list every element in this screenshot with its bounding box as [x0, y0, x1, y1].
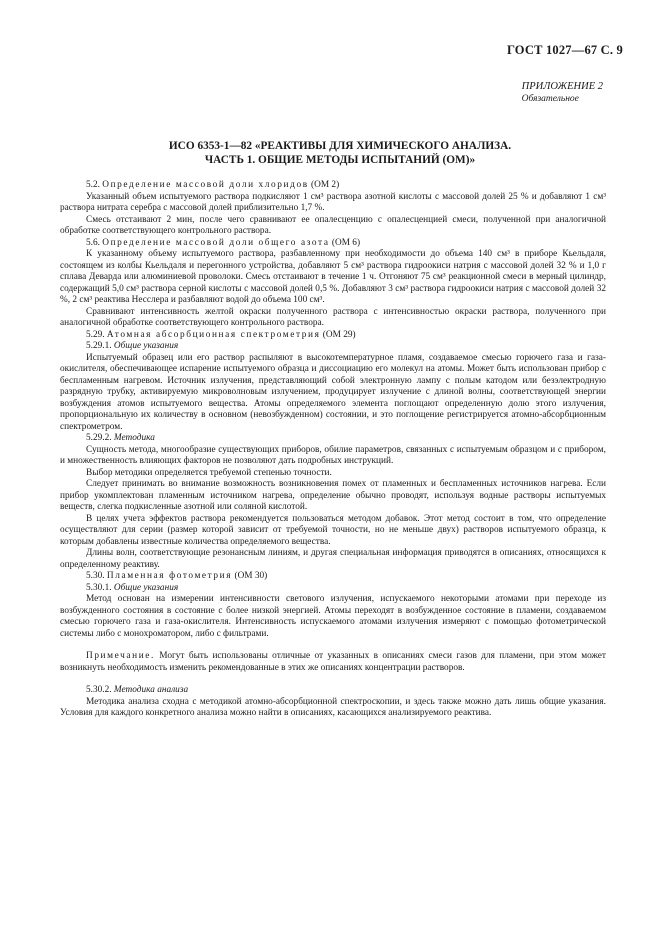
appendix-sublabel: Обязательное	[521, 94, 579, 104]
section-heading-5-2: 5.2. Определение массовой доли хлоридов (ОМ 2)	[86, 180, 340, 190]
spacer	[60, 674, 606, 685]
paragraph: Сравнивают интенсивность желтой окраски полученного раствора с интенсивностью окраски раствора, полученного при аналогичной обработке соответствующего контрольного раствора.	[60, 306, 606, 328]
page-header: ГОСТ 1027—67 С. 9	[506, 43, 623, 57]
paragraph: В целях учета эффектов раствора рекомендуется пользоваться методом добавок. Этот метод состоит в том, что определение осуществляют для серии (размер которой зависит от требуемой точности, но не меньше двух) растворов испытуемого образца, к которым добавлены известные количества определяемого вещества.	[60, 513, 606, 547]
spacer	[60, 640, 606, 651]
document-body	[60, 180, 606, 720]
section-heading-5-6: 5.6. Определение массовой доли общего азота (ОМ 6)	[86, 237, 361, 248]
paragraph: Выбор методики определяется требуемой степенью точности.	[86, 467, 332, 478]
document-title	[60, 139, 620, 167]
subsection-heading-5-30-2: 5.30.2. Методика анализа	[86, 685, 189, 695]
section-heading-5-29: 5.29. Атомная абсорбционная спектрометрия (ОМ 29)	[86, 329, 356, 340]
title-line-2: ЧАСТЬ 1. ОБЩИЕ МЕТОДЫ ИСПЫТАНИЙ (ОМ)»	[204, 154, 476, 166]
note: Примечание. Могут быть использованы отличные от указанных в описаниях смеси газов для пламени, при этом может возникнуть необходимость изменить рекомендованные в этих же описаниях концентрации растворов.	[60, 651, 606, 673]
appendix-label-block	[522, 80, 603, 106]
paragraph: Указанный объем испытуемого раствора подкисляют 1 см³ раствора азотной кислоты с массовой долей 25 % и добавляют 1 см³ раствора нитрата серебра с массовой долей приблизительно 1,7 %.	[60, 191, 606, 213]
paragraph: Методика анализа сходна с методикой атомно-абсорбционной спектроскопии, и здесь также можно дать лишь общие указания. Условия для каждого конкретного анализа можно найти в описаниях, касающихся анализируемого реактива.	[60, 696, 606, 718]
subsection-heading-5-30-1: 5.30.1. Общие указания	[86, 582, 179, 593]
paragraph: Длины волн, соответствующие резонансным линиям, и другая специальная информация приводятся в описаниях, относящихся к определенному реактиву.	[60, 548, 606, 570]
subsection-heading-5-29-2: 5.29.2. Методика	[86, 433, 155, 443]
appendix-label: ПРИЛОЖЕНИЕ 2	[521, 81, 603, 92]
paragraph: Сущность метода, многообразие существующих приборов, обилие параметров, связанных с испытуемым образцом и с прибором, и множественность влияющих факторов не позволяют дать подробных инструкций.	[60, 444, 606, 466]
subsection-heading-5-29-1: 5.29.1. Общие указания	[86, 341, 179, 351]
paragraph: Следует принимать во внимание возможность возникновения помех от пламенных и беспламенных источников нагрева. Если прибор укомплектован пламенным источником нагрева, определение обычно проводят, используя водные растворы испытуемых веществ, слегка подкисленные азотной или соляной кислотой.	[60, 479, 606, 512]
title-line-1: ИСО 6353-1—82 «РЕАКТИВЫ ДЛЯ ХИМИЧЕСКОГО АНАЛИЗА.	[168, 140, 512, 152]
paragraph: К указанному объему испытуемого раствора, разбавленному при необходимости до объема 140 см³ в приборе Кьельдаля, состоящем из колбы Кьельдаля и перегонного устройства, добавляют 5 см³ раствора гидроокиси натрия с массовой долей 32 % и 1,0 г сплава Деварда или алюминиевой проволоки. Смесь отстаивают в течение 1 ч. Отгоняют 75 см³ реакционной смеси в мерный цилиндр, содержащий 5,0 см³ раствора серной кислоты с массовой долей 0,5 %. Добавляют 3 см³ раствора гидроокиси натрия с массовой долей 32 %, 2 см³ реактива Несслера и разбавляют водой до объема 100 см³.	[60, 249, 606, 305]
paragraph: Смесь отстаивают 2 мин, после чего сравнивают ее опалесценцию с опалесценцией смеси, полученной при аналогичной обработке соответствующего контрольного раствора.	[60, 214, 606, 236]
paragraph: Метод основан на измерении интенсивности светового излучения, испускаемого некоторыми атомами при переходе из возбужденного состояния в состояние с более низкой энергией. Атомы переходят в возбужденное состояние в пламени, создаваемом смесью горючего газа и газа-окислителя. Интенсивность испускаемого атомами излучения измеряют с помощью фотометрической системы либо с монохроматором, либо с фильтрами.	[60, 594, 606, 639]
section-heading-5-30: 5.30. Пламенная фотометрия (ОМ 30)	[86, 571, 268, 581]
paragraph: Испытуемый образец или его раствор распыляют в высокотемпературное пламя, создаваемое смесью горючего газа и газа-окислителя, обеспечивающее испарение испытуемого образца и диссоциацию его молекул на атомы. Может быть использован прибор с беспламенным нагревом. Источник излучения, представляющий собой электронную лампу с полым катодом или безэлектродную разрядную трубку, активируемую микроволновым излучением, продуцирует излучение с длиной волны, соответствующей энергии возбуждения атомов испытуемого вещества. Атомы определяемого элемента поглощают определенную долю этого излучения, пропорциональную их количеству в основном (невозбужденном) состоянии, и это поглощение регистрируется атомно-абсорбционным спектрометром.	[60, 352, 606, 432]
